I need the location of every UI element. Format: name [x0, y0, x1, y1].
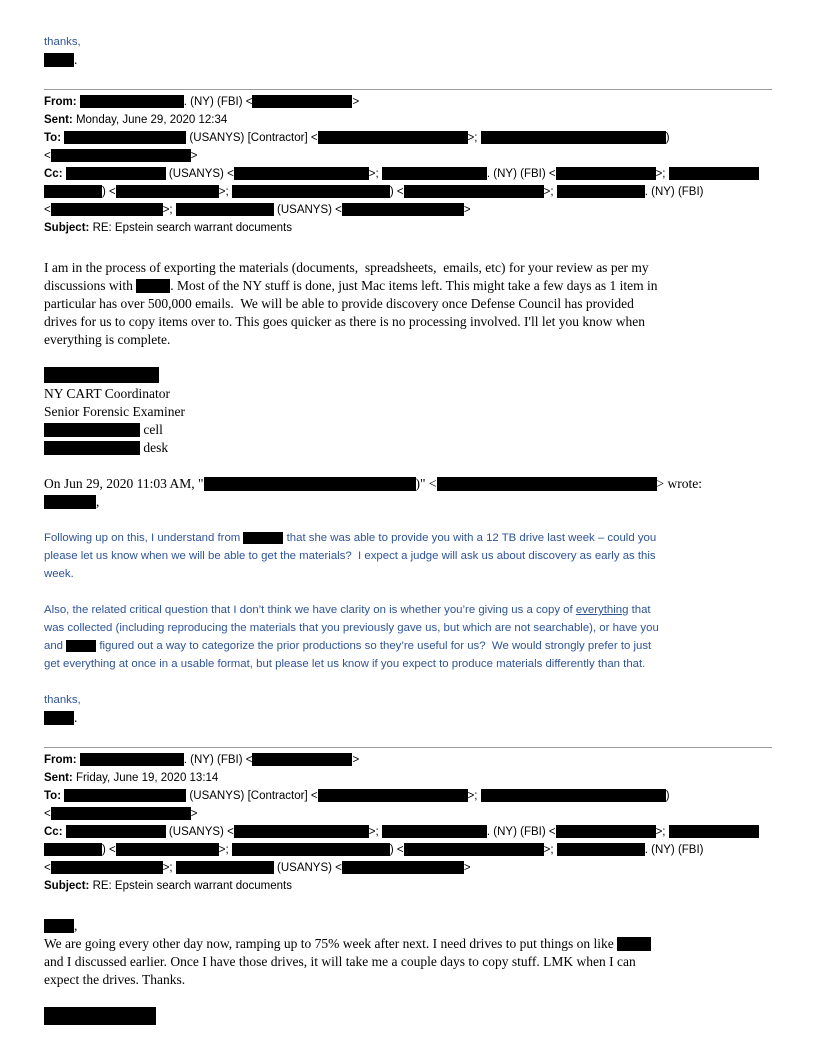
text-segment: >; [543, 844, 557, 856]
redaction-bar [556, 825, 656, 838]
quote-attribution [44, 475, 772, 511]
text-segment: (USANYS) < [273, 862, 342, 874]
email2-header-line [44, 877, 772, 895]
email1-header-line [44, 183, 772, 201]
text-segment: > [352, 96, 360, 108]
text-segment: (USANYS) < [165, 168, 234, 180]
text-segment: that [628, 604, 651, 616]
email2-header-line [44, 859, 772, 877]
quoted-closing-line [44, 691, 772, 709]
email1-body [44, 259, 772, 349]
text-segment: . Most of the NY stuff is done, just Mac items left. This might take a few days as 1 item in [170, 278, 658, 293]
quoted-closing-signature-line [44, 709, 772, 727]
text-segment: and [44, 640, 67, 652]
email1-signature-line [44, 367, 772, 385]
text-segment: We are going every other day now, ramping up to 75% week after next. I need drives to put things on like [44, 936, 618, 951]
text-segment: >; [162, 862, 176, 874]
email1-header-line [44, 147, 772, 165]
redaction-bar [382, 825, 487, 838]
text-segment: ) < [389, 844, 404, 856]
redaction-bar [404, 843, 544, 856]
email1-body-line [44, 277, 772, 295]
text-segment: Sent: [44, 772, 76, 784]
redaction-bar [64, 131, 186, 144]
text-segment: week. [44, 568, 74, 580]
text-segment: . [74, 710, 78, 725]
email2-body-line [44, 953, 772, 971]
quoted-paragraph-2-line [44, 655, 772, 673]
redaction-bar [342, 861, 464, 874]
text-segment: figured out a way to categorize the prior productions so they’re useful for us? We would strongly prefer to just [96, 640, 652, 652]
email2-header-line [44, 823, 772, 841]
redaction-bar [51, 861, 163, 874]
email2-body [44, 917, 772, 989]
redaction-bar [234, 825, 369, 838]
text-segment: Cc: [44, 168, 66, 180]
quoted-paragraph-2-line [44, 619, 772, 637]
text-segment: (USANYS) [Contractor] < [186, 790, 318, 802]
redaction-bar [116, 185, 219, 198]
text-segment: (USANYS) [Contractor] < [186, 132, 318, 144]
email1-header-line [44, 201, 772, 219]
text-segment: (USANYS) < [165, 826, 234, 838]
email1-header-line [44, 111, 772, 129]
text-segment: On Jun 29, 2020 11:03 AM, " [44, 476, 204, 491]
quoted-paragraph-1 [44, 529, 772, 583]
text-segment: ) [665, 790, 670, 802]
text-segment: Senior Forensic Examiner [44, 404, 185, 419]
text-segment: . [74, 52, 78, 67]
quoted-closing-signature [44, 709, 772, 727]
redaction-bar [404, 185, 544, 198]
text-segment: . (NY) (FBI) < [486, 168, 556, 180]
redaction-bar [44, 441, 140, 455]
email-thread [44, 33, 772, 1025]
redaction-bar [44, 423, 140, 437]
quote-attribution-line [44, 475, 772, 493]
redaction-bar [481, 789, 666, 802]
email1-header [44, 93, 772, 237]
redaction-bar [176, 203, 274, 216]
text-segment: Also, the related critical question that I don’t think we have clarity on is whether you’re giving us a copy of [44, 604, 576, 616]
text-segment: ) < [102, 186, 116, 198]
text-segment: >; [467, 132, 481, 144]
text-segment: and I discussed earlier. Once I have those drives, it will take me a couple days to copy stuff. LMK when I can [44, 954, 636, 969]
text-segment: drives for us to copy items over to. This goes quicker as there is no processing involved. I'll let you know when [44, 314, 645, 329]
email1-header-line [44, 93, 772, 111]
text-segment: desk [140, 440, 169, 455]
text-segment: < [44, 862, 51, 874]
text-segment: From: [44, 754, 80, 766]
text-segment: thanks, [44, 36, 81, 48]
text-segment: RE: Epstein search warrant documents [92, 880, 292, 892]
email2-body-line [44, 935, 772, 953]
text-segment: To: [44, 790, 65, 802]
text-segment: get everything at once in a usable format, but please let us know if you expect to produce materials differently than that. [44, 658, 646, 670]
email2-header-line [44, 841, 772, 859]
redaction-bar [234, 167, 369, 180]
text-segment: was collected (including reproducing the materials that you previously gave us, but which are not searchable), or have you [44, 622, 659, 634]
redaction-bar [557, 843, 645, 856]
text-segment: ) [665, 132, 670, 144]
redaction-bar [669, 167, 759, 180]
email2-header [44, 751, 772, 895]
text-segment: To: [44, 132, 65, 144]
divider-1 [44, 89, 772, 90]
text-segment: From: [44, 96, 80, 108]
quoted-paragraph-1-line [44, 565, 772, 583]
top-closing-signature [44, 51, 772, 69]
text-segment: everything [575, 604, 629, 616]
redaction-bar [66, 825, 166, 838]
email2-signature [44, 1007, 772, 1025]
text-segment: expect the drives. Thanks. [44, 972, 186, 987]
text-segment: ) < [102, 844, 116, 856]
redaction-bar [44, 185, 102, 198]
redaction-bar [232, 185, 390, 198]
redaction-bar [481, 131, 666, 144]
quoted-paragraph-2-line [44, 637, 772, 655]
text-segment: < [44, 808, 51, 820]
redaction-bar [252, 753, 352, 766]
text-segment: >; [218, 844, 232, 856]
email1-signature-line [44, 439, 772, 457]
text-segment: > wrote: [656, 476, 703, 491]
redaction-bar [318, 789, 468, 802]
redaction-bar [80, 95, 184, 108]
text-segment: Subject: [44, 880, 93, 892]
text-segment: ) < [389, 186, 404, 198]
redaction-bar [64, 789, 186, 802]
redaction-bar [437, 477, 657, 491]
text-segment: >; [467, 790, 481, 802]
redaction-bar [51, 149, 191, 162]
redaction-bar [44, 495, 96, 509]
redaction-bar [44, 843, 102, 856]
email2-signature-line [44, 1007, 772, 1025]
email2-body-line [44, 917, 772, 935]
redaction-bar [51, 203, 163, 216]
top-closing [44, 33, 772, 51]
text-segment: Cc: [44, 826, 66, 838]
redaction-bar [44, 367, 159, 383]
email2-header-line [44, 769, 772, 787]
redaction-bar [252, 95, 352, 108]
text-segment: please let us know when we will be able to get the materials? I expect a judge will ask us about discovery as early as this [44, 550, 656, 562]
text-segment: , [74, 918, 78, 933]
text-segment: particular has over 500,000 emails. We will be able to provide discovery once Defense Council has provided [44, 296, 634, 311]
text-segment: >; [368, 826, 382, 838]
text-segment: > [463, 204, 471, 216]
redaction-bar [116, 843, 219, 856]
text-segment: >; [543, 186, 557, 198]
email1-header-line [44, 165, 772, 183]
text-segment: Following up on this, I understand from [44, 532, 244, 544]
email1-body-line [44, 313, 772, 331]
text-segment: Monday, June 29, 2020 12:34 [75, 114, 228, 126]
email2-header-line [44, 805, 772, 823]
text-segment: Sent: [44, 114, 76, 126]
text-segment: Subject: [44, 222, 93, 234]
text-segment: everything is complete. [44, 332, 171, 347]
text-segment: )" < [415, 476, 437, 491]
email1-header-line [44, 129, 772, 147]
quote-attribution-line [44, 493, 772, 511]
top-closing-line [44, 33, 772, 51]
text-segment: NY CART Coordinator [44, 386, 170, 401]
text-segment: . (NY) (FBI) [644, 844, 704, 856]
text-segment: cell [140, 422, 163, 437]
email1-signature [44, 367, 772, 457]
text-segment: >; [368, 168, 382, 180]
text-segment: Friday, June 19, 2020 13:14 [75, 772, 219, 784]
text-segment: > [352, 754, 360, 766]
email1-header-line [44, 219, 772, 237]
text-segment: . (NY) (FBI) [644, 186, 704, 198]
redaction-bar [176, 861, 274, 874]
redaction-bar [342, 203, 464, 216]
email2-header-line [44, 751, 772, 769]
text-segment: >; [218, 186, 232, 198]
redaction-bar [66, 640, 96, 652]
text-segment: thanks, [44, 694, 81, 706]
quoted-paragraph-2-line [44, 601, 772, 619]
redaction-bar [204, 477, 416, 491]
text-segment: . (NY) (FBI) < [183, 96, 253, 108]
redaction-bar [382, 167, 487, 180]
redaction-bar [51, 807, 191, 820]
redaction-bar [617, 937, 651, 951]
text-segment: , [96, 494, 100, 509]
text-segment: >; [162, 204, 176, 216]
email1-body-line [44, 295, 772, 313]
redaction-bar [44, 711, 74, 725]
text-segment: that she was able to provide you with a 12 TB drive last week – could you [283, 532, 657, 544]
redaction-bar [44, 53, 74, 67]
email1-signature-line [44, 385, 772, 403]
email1-signature-line [44, 421, 772, 439]
redaction-bar [243, 532, 283, 544]
text-segment: > [463, 862, 471, 874]
divider-2 [44, 747, 772, 748]
text-segment: < [44, 150, 51, 162]
email1-signature-line [44, 403, 772, 421]
redaction-bar [556, 167, 656, 180]
email1-body-line [44, 259, 772, 277]
redaction-bar [557, 185, 645, 198]
text-segment: discussions with [44, 278, 137, 293]
text-segment: < [44, 204, 51, 216]
email1-body-line [44, 331, 772, 349]
email2-body-line [44, 971, 772, 989]
email2-header-line [44, 787, 772, 805]
text-segment: RE: Epstein search warrant documents [92, 222, 292, 234]
text-segment: . (NY) (FBI) < [183, 754, 253, 766]
redaction-bar [44, 919, 74, 933]
text-segment: > [190, 808, 198, 820]
redaction-bar [136, 279, 170, 293]
text-segment: I am in the process of exporting the materials (documents, spreadsheets, emails, etc) for your review as per my [44, 260, 649, 275]
redaction-bar [669, 825, 759, 838]
redaction-bar [318, 131, 468, 144]
top-closing-signature-line [44, 51, 772, 69]
quoted-closing [44, 691, 772, 709]
text-segment: >; [655, 168, 669, 180]
redaction-bar [232, 843, 390, 856]
redaction-bar [66, 167, 166, 180]
text-segment: > [190, 150, 198, 162]
redaction-bar [80, 753, 184, 766]
text-segment: . (NY) (FBI) < [486, 826, 556, 838]
quoted-paragraph-1-line [44, 547, 772, 565]
text-segment: (USANYS) < [273, 204, 342, 216]
quoted-paragraph-2 [44, 601, 772, 673]
redaction-bar [44, 1007, 156, 1025]
quoted-paragraph-1-line [44, 529, 772, 547]
text-segment: >; [655, 826, 669, 838]
